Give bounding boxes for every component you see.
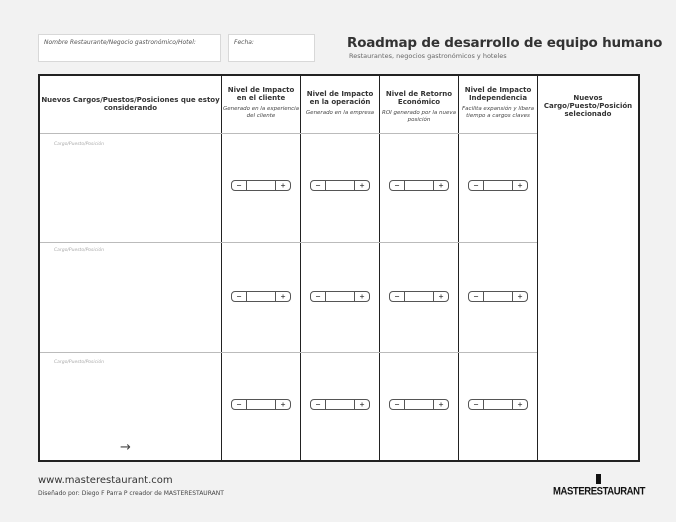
row-3-label[interactable]: Cargo/Puesto/Posición xyxy=(54,360,104,365)
economic-return-stepper-row-3[interactable] xyxy=(389,399,449,410)
minus-button[interactable]: − xyxy=(469,292,484,301)
header-customer-impact: Nivel de Impacto en el cliente Generado en la experiencia del cliente xyxy=(222,86,300,119)
plus-button[interactable]: + xyxy=(512,292,527,301)
operation-impact-stepper-row-3[interactable] xyxy=(310,399,370,410)
row-2-label[interactable]: Cargo/Puesto/Posición xyxy=(54,248,104,253)
plus-button[interactable]: + xyxy=(354,292,369,301)
plus-button[interactable]: + xyxy=(275,292,290,301)
header-new-positions: Nuevos Cargos/Puestos/Posiciones que estoy considerando xyxy=(41,96,220,112)
independence-impact-stepper-row-2[interactable] xyxy=(468,291,528,302)
header-operation-impact: Nivel de Impacto en la operación Generado en la empresa xyxy=(305,90,375,116)
restaurant-name-field[interactable] xyxy=(38,34,221,62)
date-label: Fecha: xyxy=(234,39,254,46)
minus-button[interactable]: − xyxy=(311,400,326,409)
plus-button[interactable]: + xyxy=(354,400,369,409)
website-url: www.masterestaurant.com xyxy=(38,475,173,486)
header-selected-position: Nuevos Cargo/Puesto/Posición selecionado xyxy=(543,94,633,118)
date-field[interactable] xyxy=(228,34,315,62)
brand-bottle-icon xyxy=(596,474,601,484)
arrow-right-icon: → xyxy=(120,440,131,455)
minus-button[interactable]: − xyxy=(232,181,247,190)
plus-button[interactable]: + xyxy=(354,181,369,190)
operation-impact-stepper-row-2[interactable] xyxy=(310,291,370,302)
plus-button[interactable]: + xyxy=(433,292,448,301)
minus-button[interactable]: − xyxy=(390,400,405,409)
independence-impact-stepper-row-1[interactable] xyxy=(468,180,528,191)
roadmap-table xyxy=(38,74,640,462)
minus-button[interactable]: − xyxy=(390,181,405,190)
plus-button[interactable]: + xyxy=(433,400,448,409)
header-economic-return: Nivel de Retorno Económico ROI generado por la nueva posición xyxy=(382,90,456,123)
minus-button[interactable]: − xyxy=(311,181,326,190)
brand-logo: MASTERESTAURANT xyxy=(553,485,645,498)
minus-button[interactable]: − xyxy=(469,400,484,409)
economic-return-stepper-row-2[interactable] xyxy=(389,291,449,302)
customer-impact-stepper-row-1[interactable] xyxy=(231,180,291,191)
minus-button[interactable]: − xyxy=(469,181,484,190)
economic-return-stepper-row-1[interactable] xyxy=(389,180,449,191)
operation-impact-stepper-row-1[interactable] xyxy=(310,180,370,191)
header-independence-impact: Nivel de Impacto Independencia Facilita expansión y libera tiempo a cargos claves xyxy=(462,86,534,119)
row-divider xyxy=(40,133,537,134)
restaurant-name-label: Nombre Restaurante/Negocio gastronómico/Hotel: xyxy=(44,39,196,46)
minus-button[interactable]: − xyxy=(232,292,247,301)
column-divider xyxy=(537,76,538,460)
plus-button[interactable]: + xyxy=(433,181,448,190)
independence-impact-stepper-row-3[interactable] xyxy=(468,399,528,410)
minus-button[interactable]: − xyxy=(232,400,247,409)
plus-button[interactable]: + xyxy=(512,181,527,190)
plus-button[interactable]: + xyxy=(512,400,527,409)
row-1-label[interactable]: Cargo/Puesto/Posición xyxy=(54,142,104,147)
plus-button[interactable]: + xyxy=(275,181,290,190)
designer-credit: Diseñado por: Diego F Parra P creador de MASTERESTAURANT xyxy=(38,490,224,497)
customer-impact-stepper-row-2[interactable] xyxy=(231,291,291,302)
page-title: Roadmap de desarrollo de equipo humano xyxy=(347,35,663,51)
plus-button[interactable]: + xyxy=(275,400,290,409)
customer-impact-stepper-row-3[interactable] xyxy=(231,399,291,410)
row-divider xyxy=(40,242,537,243)
row-divider xyxy=(40,352,537,353)
minus-button[interactable]: − xyxy=(311,292,326,301)
minus-button[interactable]: − xyxy=(390,292,405,301)
page-subtitle: Restaurantes, negocios gastronómicos y hoteles xyxy=(349,52,507,60)
